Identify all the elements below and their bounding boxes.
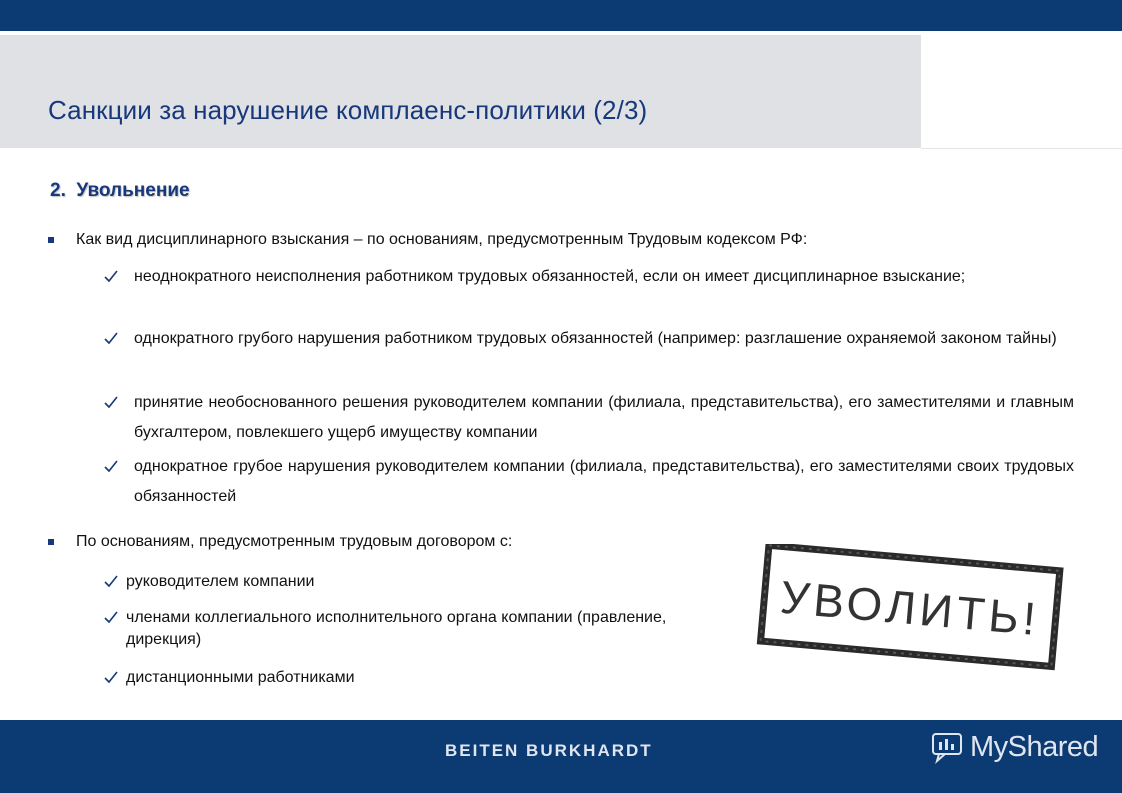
stamp-text: УВОЛИТЬ!: [778, 570, 1042, 646]
checkmark-icon: [104, 452, 120, 482]
checkmark-icon: [104, 262, 120, 292]
list-item: [104, 667, 704, 689]
chat-bubble-icon: [930, 730, 966, 766]
watermark-text: MyShared: [970, 731, 1099, 763]
checkmark-icon: [104, 388, 120, 418]
list-item-text: руководителем компании: [126, 573, 315, 590]
company-logo: BEITEN BURKHARDT: [445, 741, 653, 760]
title-band-right: [921, 35, 1122, 149]
list-item-text: членами коллегиального исполнительного органа компании (правление, дирекция): [126, 609, 667, 648]
watermark: [930, 728, 1110, 772]
section-heading: [50, 180, 190, 202]
list-item-text: принятие необоснованного решения руководителем компании (филиала, представительства), его заместителями и главным бухгалтером, повлекшего ущерб имуществу компании: [134, 394, 1074, 441]
checkmark-icon: [104, 324, 120, 354]
list-item-text: однократное грубое нарушения руководителем компании (филиала, представительства), его заместителями своих трудовых обязанностей: [134, 458, 1074, 505]
list-item: [104, 571, 704, 593]
bullet-text: Как вид дисциплинарного взыскания – по основаниям, предусмотренным Трудовым кодексом РФ:: [76, 231, 808, 248]
checkmark-icon: [104, 667, 120, 697]
list-item: [104, 607, 694, 651]
bullet-text: По основаниям, предусмотренным трудовым договором с:: [76, 533, 513, 550]
list-item-text: дистанционными работниками: [126, 669, 355, 686]
section-heading-text: 2. Увольнение: [50, 180, 190, 201]
top-bar: [0, 0, 1122, 31]
checkmark-icon: [104, 571, 120, 601]
list-item: [104, 262, 1074, 292]
square-bullet-icon: [48, 539, 54, 545]
list-item-text: однократного грубого нарушения работником трудовых обязанностей (например: разглашение охраняемой законом тайны): [134, 330, 1057, 347]
list-item: [104, 452, 1074, 512]
list-item: [104, 388, 1074, 448]
title-band: [0, 35, 921, 148]
checkmark-icon: [104, 607, 120, 637]
list-item-text: неоднократного неисполнения работником трудовых обязанностей, если он имеет дисциплинарное взыскание;: [134, 268, 966, 285]
page-title: Санкции за нарушение комплаенс-политики (2/3): [48, 95, 648, 125]
square-bullet-icon: [48, 237, 54, 243]
stamp-image: [754, 544, 1068, 672]
list-item: [104, 324, 1074, 354]
